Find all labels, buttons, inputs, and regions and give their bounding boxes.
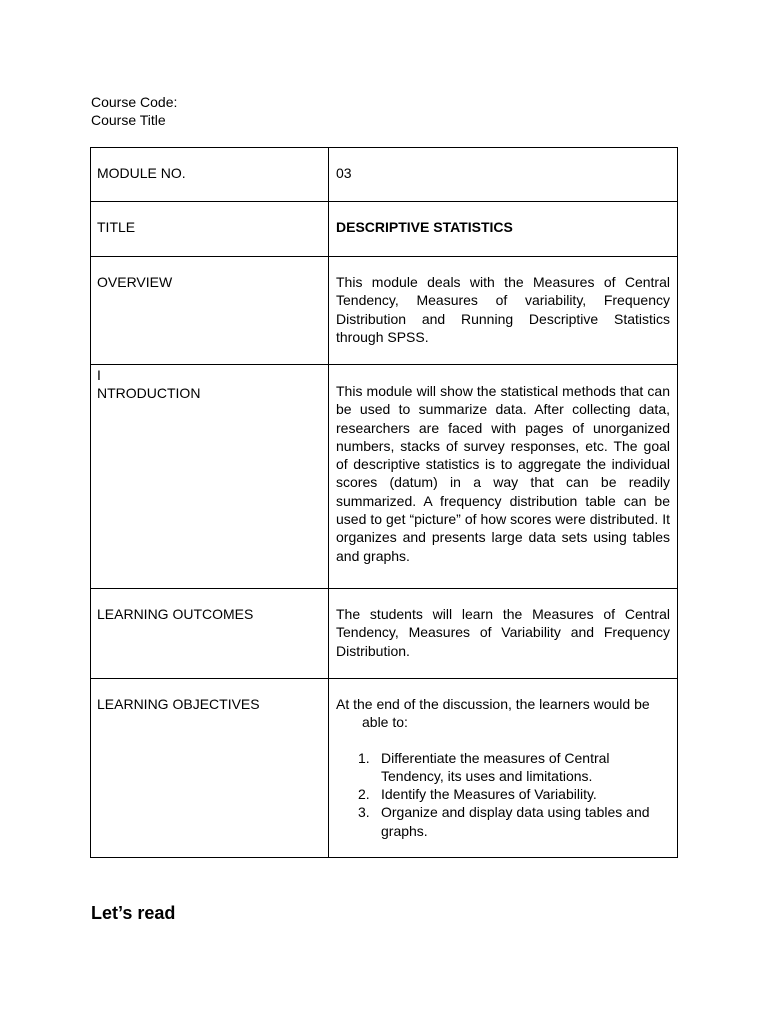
table-row-introduction [91, 365, 678, 589]
module-title-value: DESCRIPTIVE STATISTICS [336, 219, 513, 235]
title-label: TITLE [97, 219, 136, 235]
learning-outcomes-value-cell [329, 589, 678, 679]
introduction-label [97, 365, 328, 403]
table-row-learning-outcomes [91, 589, 678, 679]
learning-outcomes-text: The students will learn the Measures of Central Tendency, Measures of Variability and Frequency Distribution. [336, 606, 670, 659]
list-item-text: Identify the Measures of Variability. [381, 786, 597, 803]
module-no-value: 03 [336, 165, 352, 181]
title-label-cell [91, 202, 329, 257]
course-header [91, 93, 177, 129]
introduction-text: This module will show the statistical methods that can be used to summarize data. After collecting data, researchers are faced with pages of unorganized numbers, stacks of survey responses, etc. The goal of descriptive statistics is to aggregate the individual scores (datum) in a way that can be readily summarized. A frequency distribution table can be used to get “picture” of how scores were distributed. It organizes and presents large data sets using tables and graphs. [336, 383, 670, 564]
objectives-intro-line1: At the end of the discussion, the learners would be [336, 696, 650, 712]
introduction-label-part2: NTRODUCTION [97, 385, 201, 402]
overview-text: This module deals with the Measures of Central Tendency, Measures of variability, Frequency Distribution and Running Descriptive Statistics through SPSS. [336, 274, 670, 345]
list-item-number: 1. [358, 749, 370, 766]
table-row-learning-objectives [91, 679, 678, 858]
module-no-value-cell [329, 148, 678, 202]
overview-label: OVERVIEW [97, 274, 173, 290]
list-item-text: Organize and display data using tables and graphs. [381, 804, 650, 839]
learning-outcomes-label: LEARNING OUTCOMES [97, 606, 254, 622]
list-item [336, 785, 670, 803]
course-title-label: Course Title [91, 112, 166, 128]
learning-objectives-label: LEARNING OBJECTIVES [97, 696, 260, 712]
overview-label-cell [91, 257, 329, 365]
title-value-cell [329, 202, 678, 257]
introduction-value-cell [329, 365, 678, 589]
learning-objectives-label-cell [91, 679, 329, 858]
module-info-table [90, 147, 678, 858]
objectives-list [336, 749, 670, 840]
learning-objectives-value-cell [329, 679, 678, 858]
module-no-label-cell [91, 148, 329, 202]
overview-value-cell [329, 257, 678, 365]
introduction-label-cell [91, 365, 329, 589]
introduction-label-part1: I [97, 367, 101, 383]
lets-read-heading: Let’s read [91, 903, 176, 923]
list-item-text: Differentiate the measures of Central Tendency, its uses and limitations. [381, 749, 610, 784]
list-item-number: 3. [358, 804, 370, 821]
list-item [336, 749, 670, 786]
module-no-label: MODULE NO. [97, 165, 186, 181]
course-code-label: Course Code: [91, 94, 178, 110]
list-item [336, 803, 670, 840]
learning-objectives-intro [336, 679, 670, 732]
list-item-number: 2. [358, 786, 370, 803]
table-row-title [91, 202, 678, 257]
table-row-module-no [91, 148, 678, 202]
table-row-overview [91, 257, 678, 365]
objectives-intro-line2: able to: [362, 714, 408, 731]
learning-outcomes-label-cell [91, 589, 329, 679]
